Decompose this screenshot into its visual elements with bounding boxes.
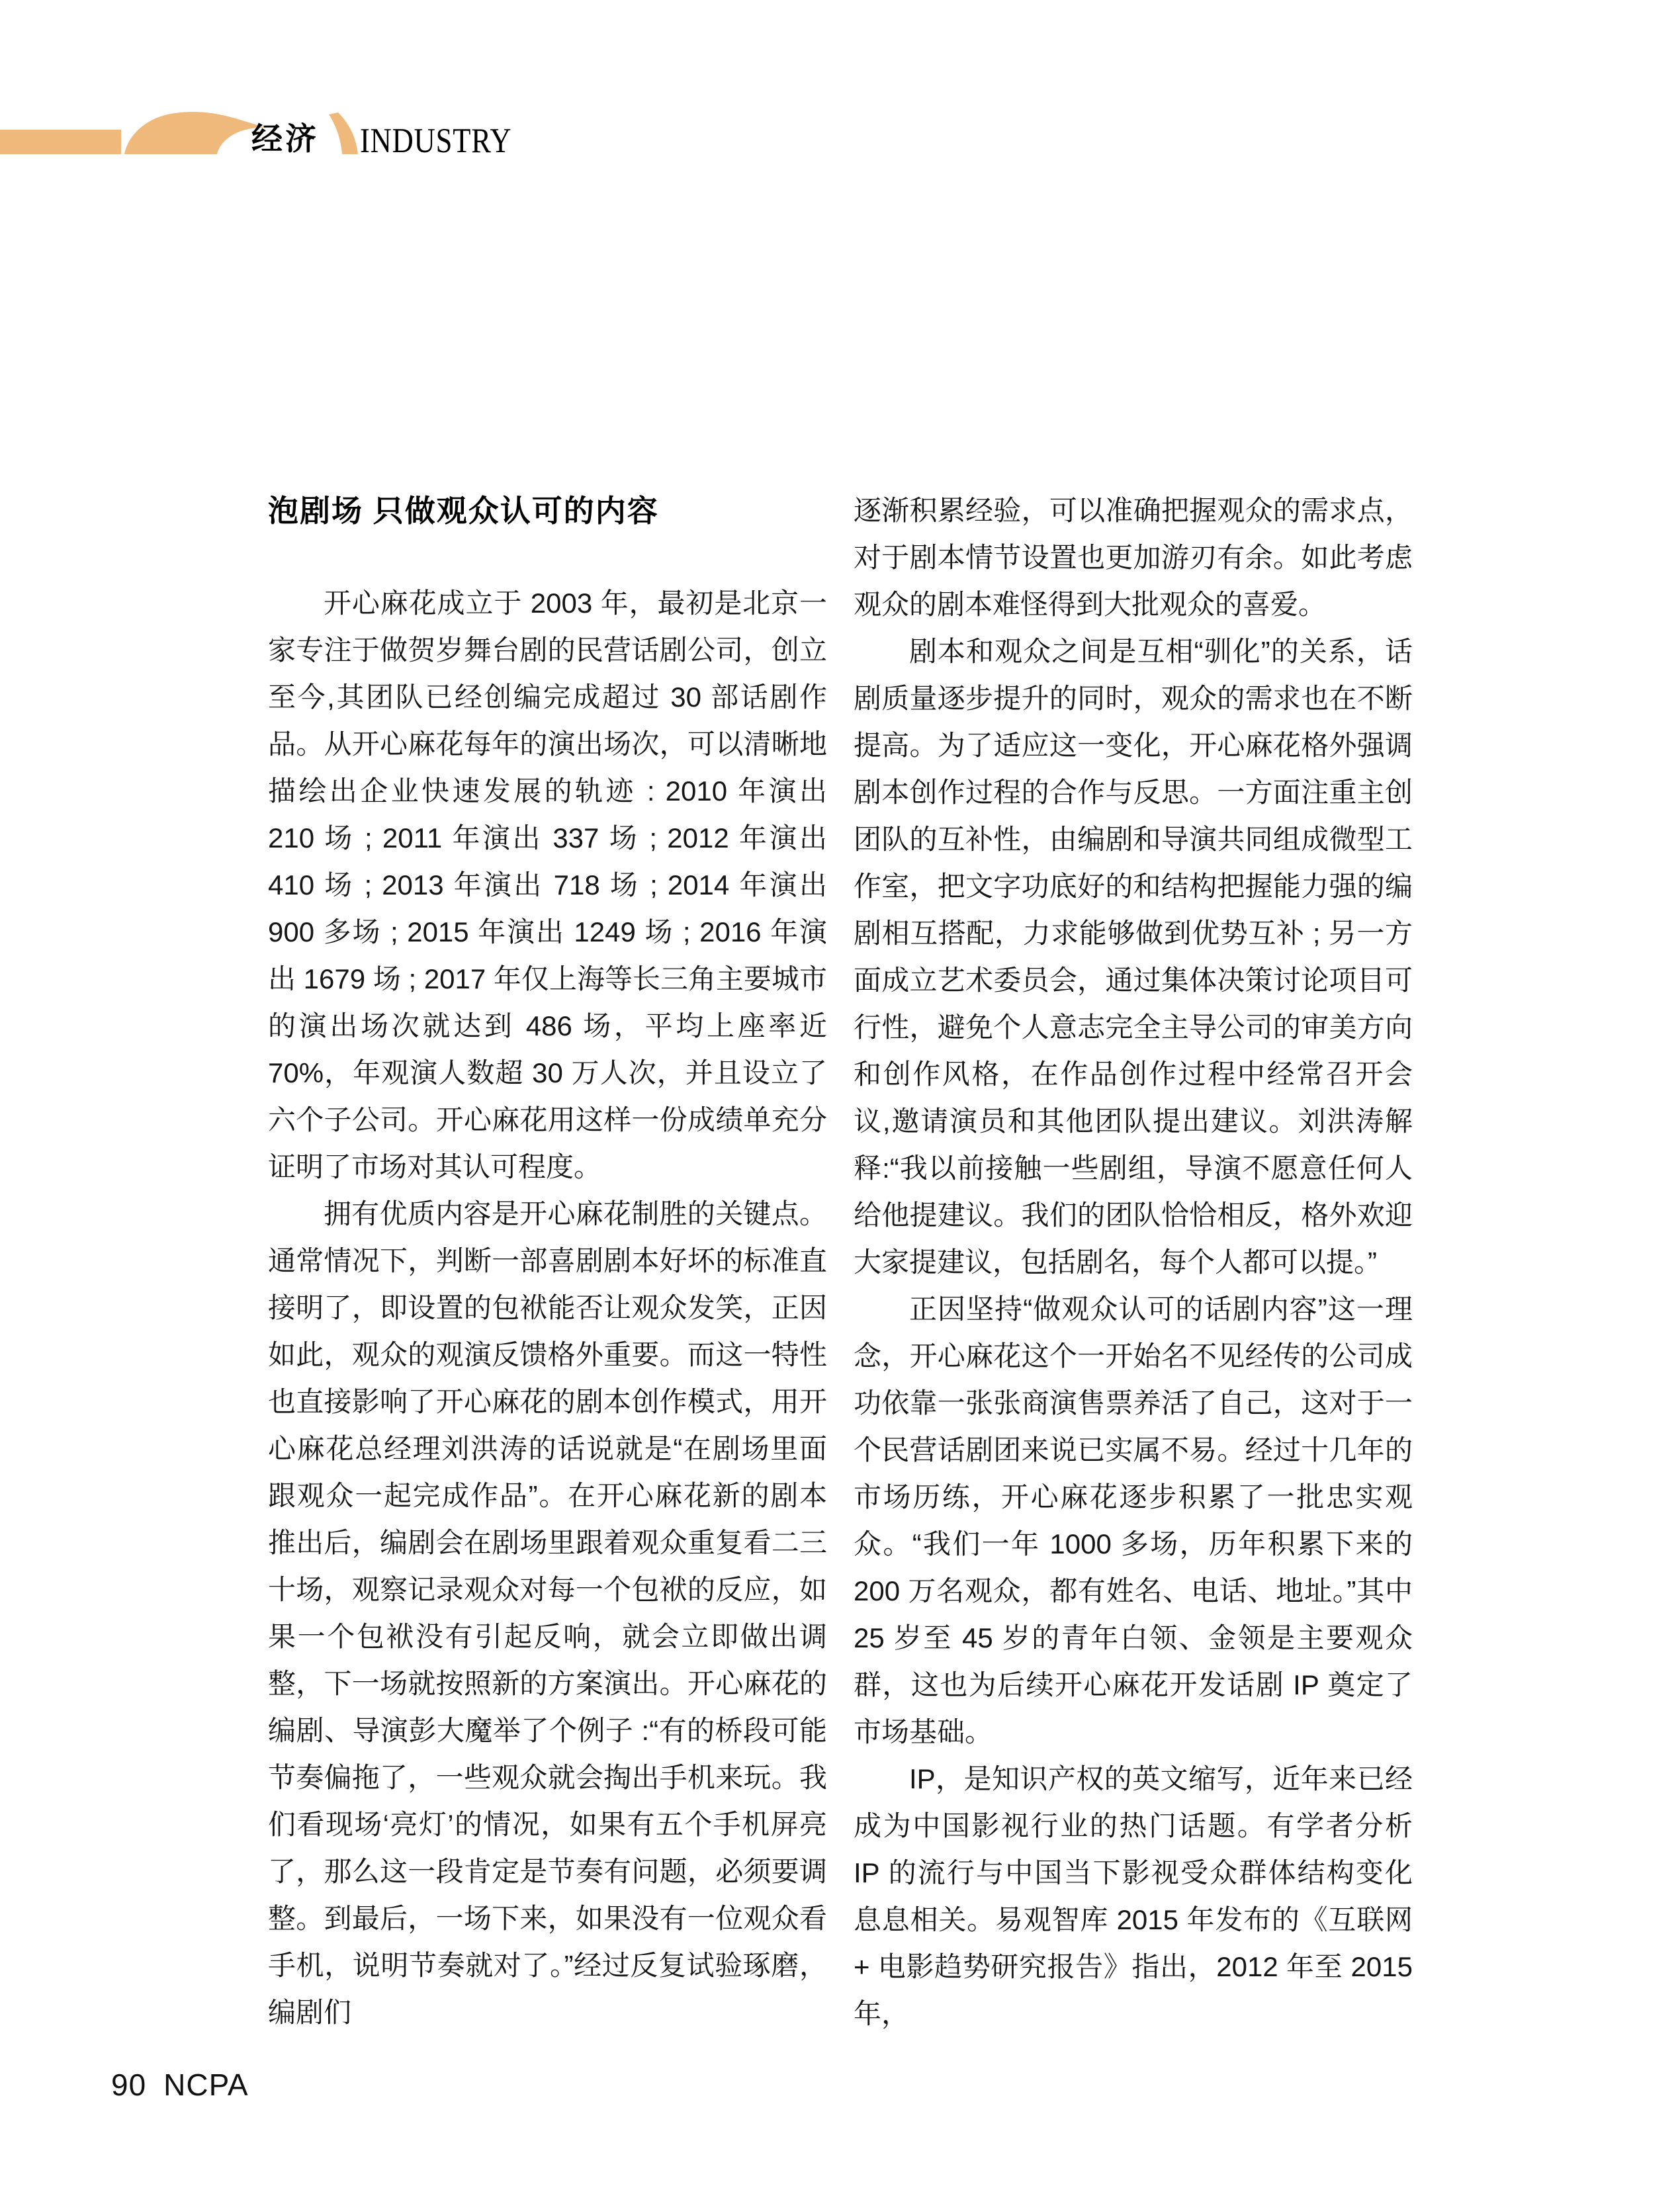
paragraph: 拥有优质内容是开心麻花制胜的关键点。通常情况下，判断一部喜剧剧本好坏的标准直接明了，即设置的包袱能否让观众发笑，正因如此，观众的观演反馈格外重要。而这一特性也直接影响了开心麻花的剧本创作模式，用开心麻花总经理刘洪涛的话说就是“在剧场里面跟观众一起完成作品”。在开心麻花新的剧本推出后，编剧会在剧场里跟着观众重复看二三十场，观察记录观众对每一个包袱的反应，如果一个包袱没有引起反响，就会立即做出调整，下一场就按照新的方案演出。开心麻花的编剧、导演彭大魔举了个例子 :“有的桥段可能节奏偏拖了，一些观众就会掏出手机来玩。我们看现场‘亮灯’的情况，如果有五个手机屏亮了，那么这一段肯定是节奏有问题，必须要调整。到最后，一场下来，如果没有一位观众看手机，说明节奏就对了。”经过反复试验琢磨，编剧们 xyxy=(268,1198,827,2028)
paragraph: IP，是知识产权的英文缩写，近年来已经成为中国影视行业的热门话题。有学者分析 IP 的流行与中国当下影视受众群体结构变化息息相关。易观智库 2015 年发布的《互联网 + 电影趋势研究报告》指出，2012 年至 2015 年， xyxy=(854,1763,1413,2029)
right-column xyxy=(854,487,1413,2037)
section-title-cn: 经济 xyxy=(251,121,319,156)
left-column xyxy=(268,488,827,2036)
paragraph: 剧本和观众之间是互相“驯化”的关系，话剧质量逐步提升的同时，观众的需求也在不断提高。为了适应这一变化，开心麻花格外强调剧本创作过程的合作与反思。一方面注重主创团队的互补性，由编剧和导演共同组成微型工作室，把文字功底好的和结构把握能力强的编剧相互搭配，力求能够做到优势互补 ; 另一方面成立艺术委员会，通过集体决策讨论项目可行性，避免个人意志完全主导公司的审美方向和创作风格，在作品创作过程中经常召开会议,邀请演员和其他团队提出建议。刘洪涛解释:“我以前接触一些剧组，导演不愿意任何人给他提建议。我们的团队恰恰相反，格外欢迎大家提建议，包括剧名，每个人都可以提。” xyxy=(854,636,1413,1278)
page-footer xyxy=(111,2068,249,2101)
paragraph: 逐渐积累经验，可以准确把握观众的需求点，对于剧本情节设置也更加游刃有余。如此考虑观众的剧本难怪得到大批观众的喜爱。 xyxy=(854,495,1413,620)
header-accent-bar xyxy=(0,130,121,154)
paragraph: 正因坚持“做观众认可的话剧内容”这一理念，开心麻花这个一开始名不见经传的公司成功依靠一张张商演售票养活了自己，这对于一个民营话剧团来说已实属不易。经过十几年的市场历练，开心麻花逐步积累了一批忠实观众。“我们一年 1000 多场，历年积累下来的 200 万名观众，都有姓名、电话、地址。”其中 25 岁至 45 岁的青年白领、金领是主要观众群，这也为后续开心麻花开发话剧 IP 奠定了市场基础。 xyxy=(854,1293,1413,1747)
header-accent-swoosh xyxy=(329,112,358,154)
article-title: 泡剧场 只做观众认可的内容 xyxy=(268,494,659,528)
paragraph: 开心麻花成立于 2003 年，最初是北京一家专注于做贺岁舞台剧的民营话剧公司，创立至今,其团队已经创编完成超过 30 部话剧作品。从开心麻花每年的演出场次，可以清晰地描绘出企业快速发展的轨迹 : 2010 年演出 210 场 ; 2011 年演出 337 场 ; 2012 年演出 410 场 ; 2013 年演出 718 场 ; 2014 年演出 900 多场 ; 2015 年演出 1249 场 ; 2016 年演出 1679 场 ; 2017 年仅上海等长三角主要城市的演出场次就达到 486 场，平均上座率近 70%，年观演人数超 30 万人次，并且设立了六个子公司。开心麻花用这样一份成绩单充分证明了市场对其认可程度。 xyxy=(268,588,827,1182)
page-number: 90 xyxy=(111,2068,147,2102)
section-title-en: INDUSTRY xyxy=(360,122,512,160)
journal-label: NCPA xyxy=(163,2068,249,2102)
header-accent-dome xyxy=(124,112,266,154)
